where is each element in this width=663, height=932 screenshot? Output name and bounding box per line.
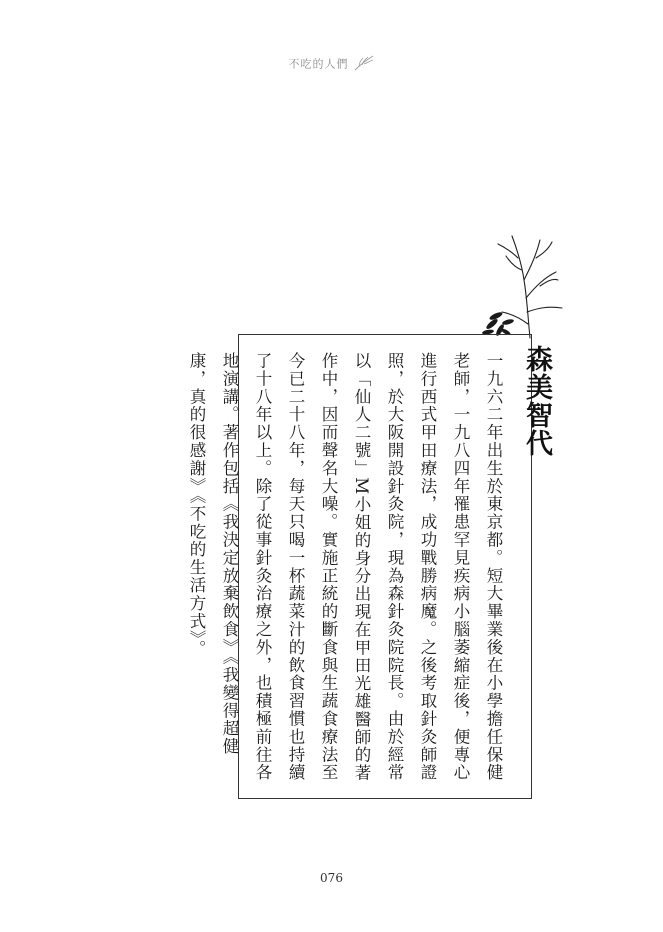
bio-name: 森美智代	[521, 345, 552, 457]
page-number: 076	[320, 871, 343, 885]
plant-branch-illustration-icon	[478, 228, 568, 344]
running-title: 不吃的人們	[288, 57, 349, 71]
running-header	[0, 55, 663, 74]
leaf-ornament-icon	[353, 55, 375, 74]
bio-paragraph: 一九六二年出生於東京都。短大畢業後在小學擔任保健老師，一九八四年罹患罕見疾病小腦萎縮症後，便專心進行西式甲田療法，成功戰勝病魔。之後考取針灸師證照，於大阪開設針灸院，現為森針灸院院長。由於經常以「仙人二號」M小姐的身分出現在甲田光雄醫師的著作中，因而聲名大噪。實施正統的斷食與生蔬食療法至今已二十八年，每天只喝一杯蔬菜汁的飲食習慣也持續了十八年以上。除了從事針灸治療之外，也積極前往各地演講。著作包括《我決定放棄飲食》《我變得超健康，真的很感謝》《不吃的生活方式》。	[187, 352, 503, 782]
bio-text	[187, 352, 510, 790]
